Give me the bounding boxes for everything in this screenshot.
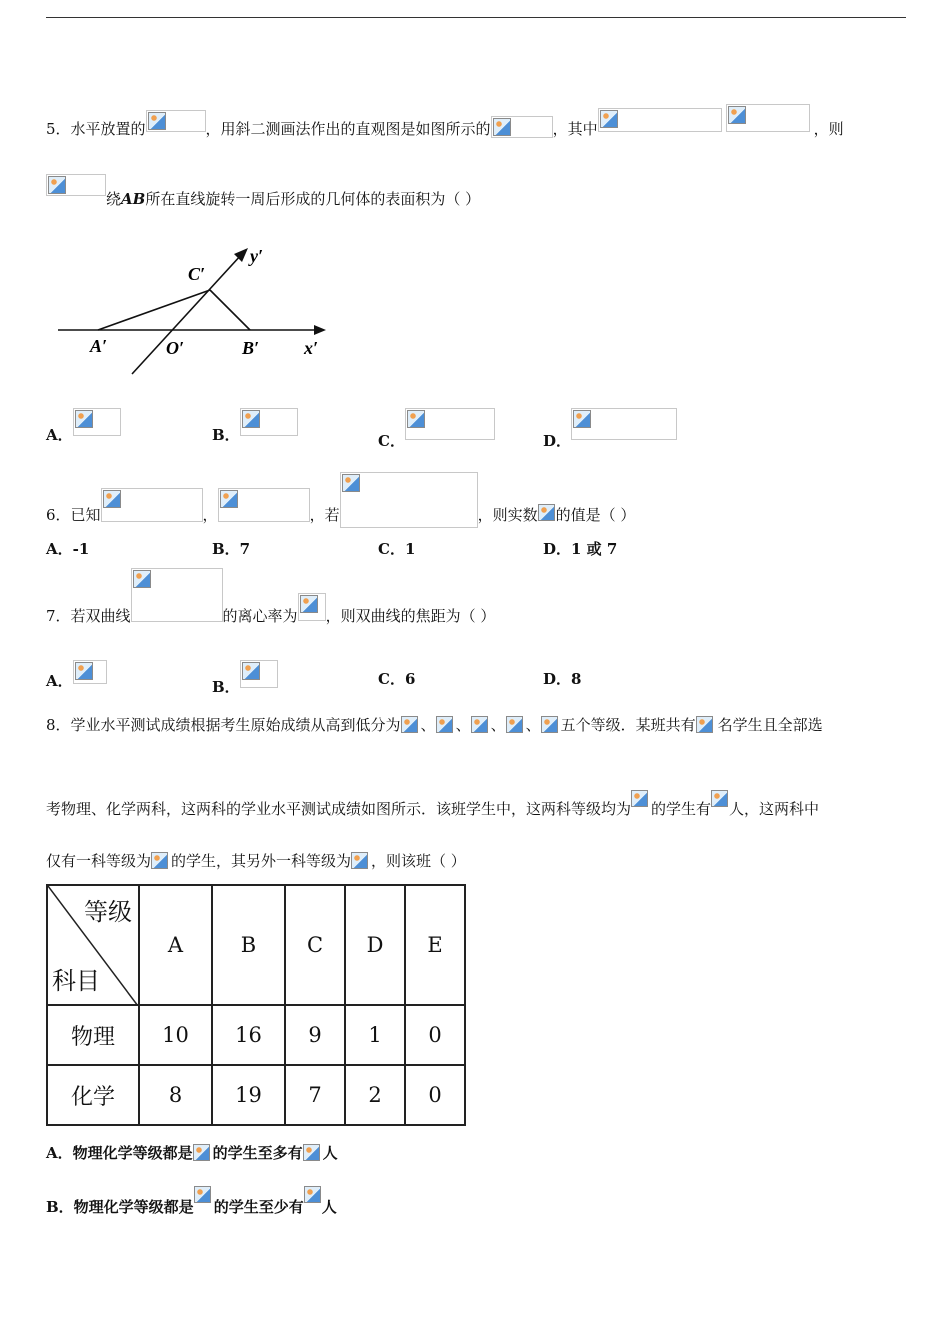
broken-image-icon <box>436 716 456 736</box>
table-cell: 7 <box>285 1065 345 1125</box>
table-header-cell: B <box>212 885 285 1005</box>
corner-label-subject: 科目 <box>52 967 100 995</box>
broken-image-icon <box>598 108 722 132</box>
table-header-cell: C <box>285 885 345 1005</box>
broken-image-icon <box>538 504 556 524</box>
label-y: y′ <box>250 246 264 266</box>
broken-image-icon <box>240 660 278 688</box>
broken-image-icon <box>726 104 810 132</box>
broken-image-icon <box>631 790 651 810</box>
q6-option-a[interactable]: A．-1 <box>46 540 90 558</box>
label-a: A′ <box>90 336 108 356</box>
table-cell: 10 <box>139 1005 212 1065</box>
broken-image-icon <box>491 116 553 138</box>
q7-option-b[interactable]: B． <box>212 660 278 697</box>
broken-image-icon <box>506 716 526 736</box>
table-cell: 2 <box>345 1065 405 1125</box>
q6-line: 6．已知 ， ，若 ，则实数 的值是（ ） <box>46 472 635 528</box>
table-row-subject: 化学 <box>47 1065 139 1125</box>
grade-table <box>46 884 466 1126</box>
table-cell: 19 <box>212 1065 285 1125</box>
table-cell: 1 <box>345 1005 405 1065</box>
q7-line: 7．若双曲线 的离心率为 ，则双曲线的焦距为（ ） <box>46 568 495 626</box>
header-rule <box>46 17 906 18</box>
broken-image-icon <box>405 408 495 440</box>
broken-image-icon <box>240 408 298 436</box>
broken-image-icon <box>303 1144 323 1164</box>
table-cell: 0 <box>405 1005 465 1065</box>
broken-image-icon <box>304 1186 322 1208</box>
q7-option-a[interactable]: A． <box>46 660 107 691</box>
broken-image-icon <box>401 716 421 736</box>
broken-image-icon <box>218 488 310 522</box>
q5-line2: 绕AB所在直线旋转一周后形成的几何体的表面积为（ ） <box>46 174 480 209</box>
broken-image-icon <box>73 660 107 684</box>
table-row-subject: 物理 <box>47 1005 139 1065</box>
broken-image-icon <box>146 110 206 132</box>
label-c: C′ <box>188 264 206 284</box>
q6-option-b[interactable]: B．7 <box>212 540 251 558</box>
table-header-cell: D <box>345 885 405 1005</box>
broken-image-icon <box>193 1144 213 1164</box>
q6-option-c[interactable]: C．1 <box>378 540 416 558</box>
broken-image-icon <box>711 790 729 810</box>
q8-option-a[interactable]: A．物理化学等级都是 的学生至多有 人 <box>46 1144 338 1162</box>
y-axis-line <box>132 254 242 374</box>
broken-image-icon <box>131 568 223 622</box>
table-header-cell: E <box>405 885 465 1005</box>
broken-image-icon <box>151 852 171 872</box>
q8-option-b[interactable]: B．物理化学等级都是 的学生至少有 人 <box>46 1186 337 1217</box>
table-cell: 16 <box>212 1005 285 1065</box>
corner-label-grade: 等级 <box>84 898 132 926</box>
broken-image-icon <box>73 408 121 436</box>
broken-image-icon <box>541 716 561 736</box>
label-o: O′ <box>166 338 185 358</box>
segment-ac <box>98 290 210 330</box>
q7-option-c[interactable]: C．6 <box>378 670 416 688</box>
q8-line3: 仅有一科等级为 的学生，其另外一科等级为 ，则该班（ ） <box>46 852 466 870</box>
broken-image-icon <box>340 472 478 528</box>
q6-option-d[interactable]: D．1 或 7 <box>543 540 618 558</box>
q8-line1: 8．学业水平测试成绩根据考生原始成绩从高到低分为 、 、 、 、 五个等级．某班共有 名学生且全部选 <box>46 716 823 734</box>
broken-image-icon <box>471 716 491 736</box>
broken-image-icon <box>298 593 326 621</box>
table-row <box>47 1065 465 1125</box>
q5-option-a[interactable]: A． <box>46 408 121 445</box>
q5-option-c[interactable]: C． <box>378 408 495 451</box>
table-corner-cell <box>47 885 139 1005</box>
broken-image-icon <box>194 1186 214 1208</box>
broken-image-icon <box>351 852 371 872</box>
q5-option-d[interactable]: D． <box>543 408 677 451</box>
broken-image-icon <box>571 408 677 440</box>
q5-line1: 5．水平放置的 ，用斜二测画法作出的直观图是如图所示的 ，其中 ，则 <box>46 104 844 139</box>
table-header-cell: A <box>139 885 212 1005</box>
broken-image-icon <box>101 488 203 522</box>
x-axis-arrow <box>314 325 326 335</box>
label-x: x′ <box>304 338 319 358</box>
oblique-projection-figure <box>56 238 336 380</box>
segment-cb <box>210 290 250 330</box>
table-header-row <box>47 885 465 1005</box>
table-cell: 9 <box>285 1005 345 1065</box>
broken-image-icon <box>696 716 718 736</box>
label-b: B′ <box>242 338 260 358</box>
q5-option-b[interactable]: B． <box>212 408 298 445</box>
table-row <box>47 1005 465 1065</box>
q7-option-d[interactable]: D．8 <box>543 670 582 688</box>
q5-text: 5．水平放置的 <box>46 120 146 138</box>
q8-line2: 考物理、化学两科，这两科的学业水平测试成绩如图所示．该班学生中，这两科等级均为 的学生有 人，这两科中 <box>46 790 819 819</box>
table-cell: 8 <box>139 1065 212 1125</box>
table-cell: 0 <box>405 1065 465 1125</box>
broken-image-icon <box>46 174 106 196</box>
